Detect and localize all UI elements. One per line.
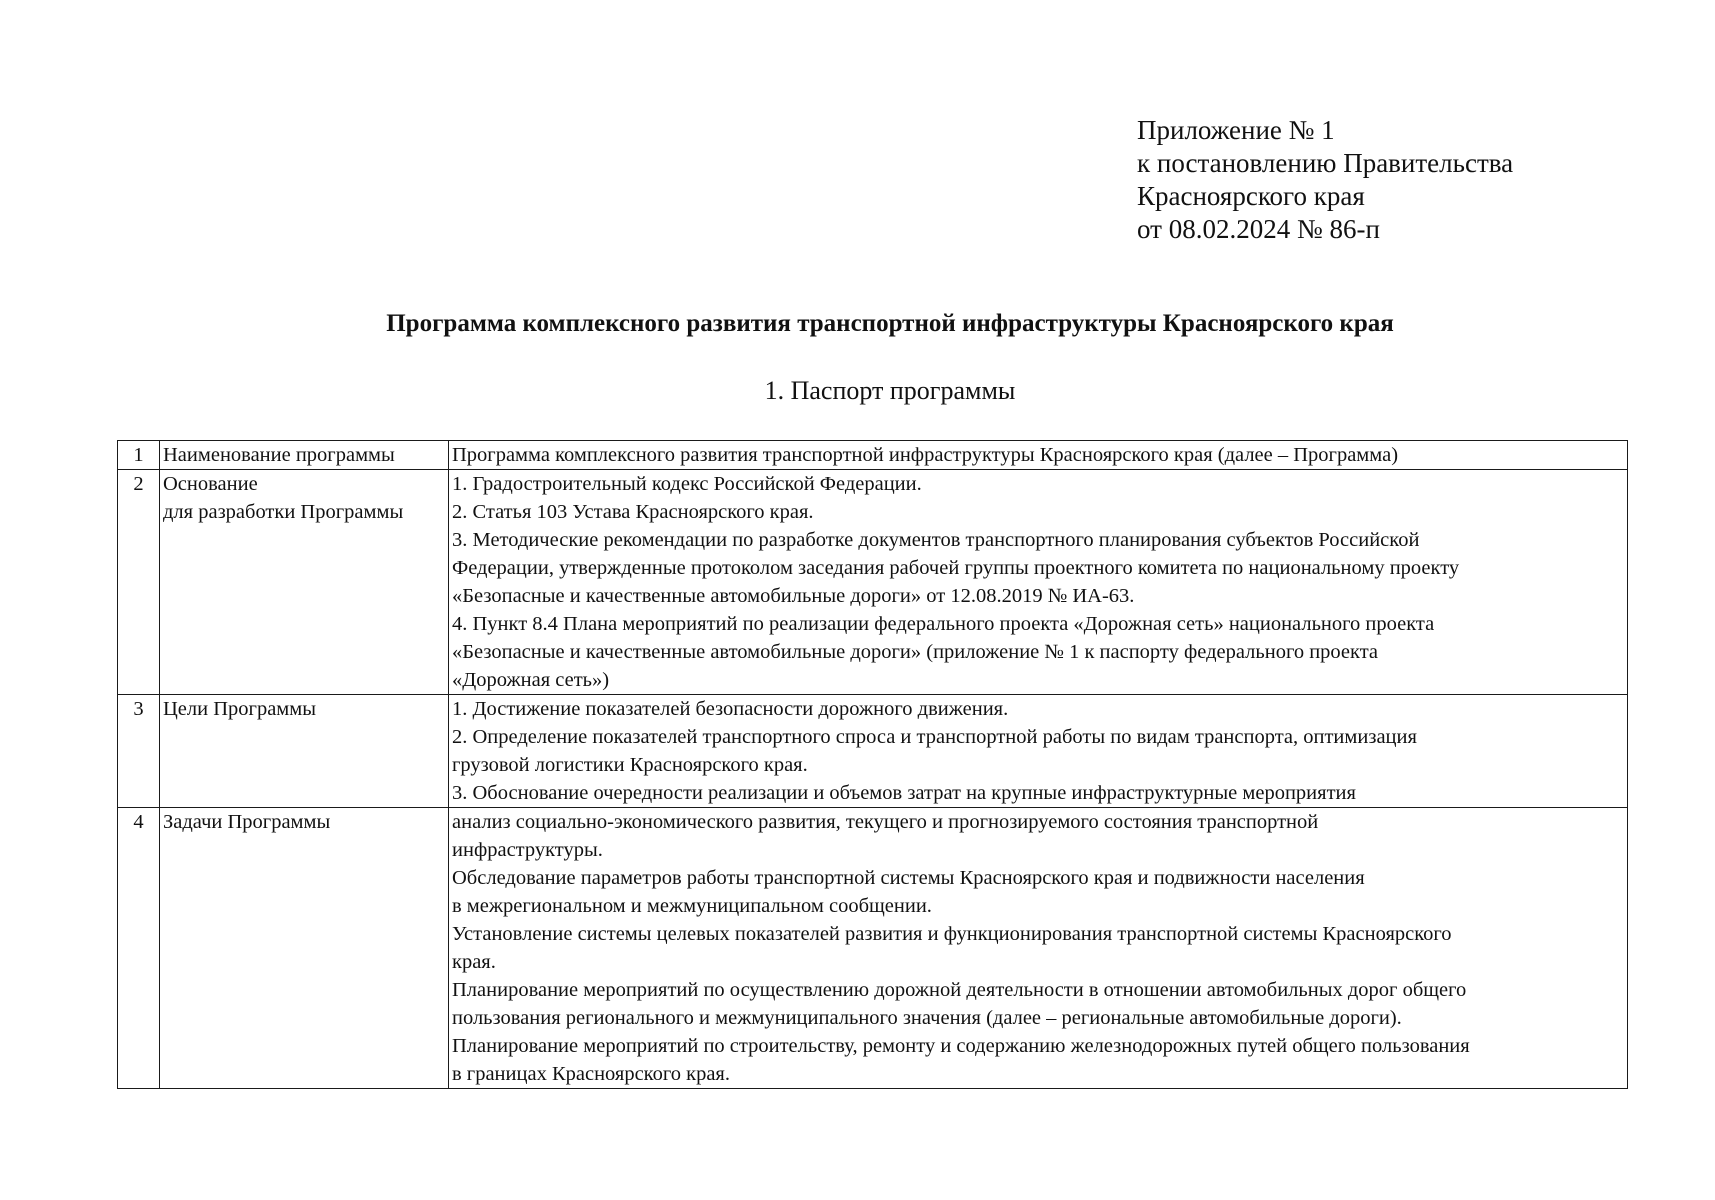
row-value-line: 1. Достижение показателей безопасности дорожного движения. bbox=[452, 698, 1009, 720]
row-value-line: в межрегиональном и межмуниципальном сообщении. bbox=[452, 895, 932, 917]
row-name-cell bbox=[160, 470, 449, 695]
appendix-block bbox=[1137, 114, 1513, 246]
row-value-line: пользования регионального и межмуниципального значения (далее – региональные автомобильные дороги). bbox=[452, 1007, 1402, 1029]
appendix-line: к постановлению Правительства bbox=[1137, 148, 1514, 178]
row-value-cell bbox=[449, 470, 1628, 695]
row-name-cell bbox=[160, 695, 449, 808]
row-number: 4 bbox=[118, 808, 160, 1089]
table-row bbox=[118, 470, 1628, 695]
row-name-line: Основание bbox=[163, 473, 258, 495]
row-value-line: Планирование мероприятий по осуществлению дорожной деятельности в отношении автомобильных дорог общего bbox=[452, 979, 1467, 1001]
row-value-line: Обследование параметров работы транспортной системы Красноярского края и подвижности населения bbox=[452, 867, 1365, 889]
table-row bbox=[118, 695, 1628, 808]
row-value-line: Установление системы целевых показателей развития и функционирования транспортной системы Красноярского bbox=[452, 923, 1452, 945]
row-value-line: «Безопасные и качественные автомобильные дороги» от 12.08.2019 № ИА-63. bbox=[452, 585, 1135, 607]
row-value-line: Программа комплексного развития транспортной инфраструктуры Красноярского края (далее – Программа) bbox=[452, 444, 1399, 466]
row-value-line: края. bbox=[452, 951, 496, 973]
row-value-line: 1. Градостроительный кодекс Российской Федерации. bbox=[452, 473, 922, 495]
table-row bbox=[118, 808, 1628, 1089]
row-value-cell bbox=[449, 808, 1628, 1089]
row-value-line: 4. Пункт 8.4 Плана мероприятий по реализации федерального проекта «Дорожная сеть» национального проекта bbox=[452, 613, 1435, 635]
row-value-line: грузовой логистики Красноярского края. bbox=[452, 754, 808, 776]
appendix-line: Красноярского края bbox=[1137, 181, 1365, 211]
row-value-line: анализ социально-экономического развития, текущего и прогнозируемого состояния транспортной bbox=[452, 811, 1319, 833]
row-value-line: в границах Красноярского края. bbox=[452, 1063, 730, 1085]
section-title: 1. Паспорт программы bbox=[764, 376, 1016, 405]
row-value-line: 2. Статья 103 Устава Красноярского края. bbox=[452, 501, 814, 523]
row-value-line: 3. Методические рекомендации по разработке документов транспортного планирования субъектов Российской bbox=[452, 529, 1420, 551]
row-name-line: Наименование программы bbox=[163, 444, 395, 466]
row-value-cell bbox=[449, 695, 1628, 808]
row-value-line: «Безопасные и качественные автомобильные дороги» (приложение № 1 к паспорту федерального проекта bbox=[452, 641, 1379, 663]
row-number: 3 bbox=[118, 695, 160, 808]
row-value-line: 2. Определение показателей транспортного спроса и транспортной работы по видам транспорта, оптимизация bbox=[452, 726, 1417, 748]
row-value-line: Планирование мероприятий по строительству, ремонту и содержанию железнодорожных путей общего пользования bbox=[452, 1035, 1470, 1057]
table-row bbox=[118, 441, 1628, 470]
document-title: Программа комплексного развития транспортной инфраструктуры Красноярского края bbox=[386, 310, 1394, 337]
row-number: 2 bbox=[118, 470, 160, 695]
row-number: 1 bbox=[118, 441, 160, 470]
row-name-line: Цели Программы bbox=[163, 698, 317, 720]
appendix-line: от 08.02.2024 № 86-п bbox=[1137, 214, 1380, 244]
row-value-line: 3. Обоснование очередности реализации и объемов затрат на крупные инфраструктурные мероприятия bbox=[452, 782, 1356, 804]
row-name-line: для разработки Программы bbox=[163, 501, 404, 523]
row-value-cell bbox=[449, 441, 1628, 470]
passport-table bbox=[117, 440, 1628, 1089]
row-name-cell bbox=[160, 441, 449, 470]
appendix-line: Приложение № 1 bbox=[1137, 115, 1335, 145]
row-value-line: «Дорожная сеть») bbox=[452, 669, 610, 691]
row-value-line: Федерации, утвержденные протоколом заседания рабочей группы проектного комитета по национальному проекту bbox=[452, 557, 1460, 579]
row-value-line: инфраструктуры. bbox=[452, 839, 603, 861]
row-name-line: Задачи Программы bbox=[163, 811, 331, 833]
row-name-cell bbox=[160, 808, 449, 1089]
